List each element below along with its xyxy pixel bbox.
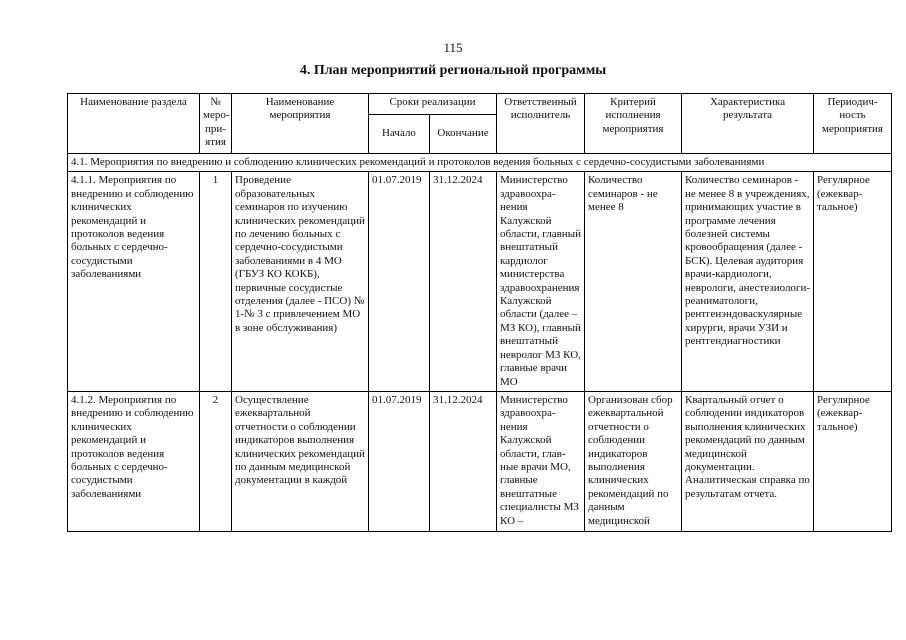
row-end: 31.12.2024 [430, 172, 497, 392]
header-start: Начало [369, 115, 430, 154]
table-row [68, 172, 892, 392]
row-result: Квартальный отчет о соблюдении индикаторов выполнения клинических рекомендаций по данным медицинской документации. Аналитическая справка по результатам отчета. [685, 393, 810, 500]
header-result: Характеристика результата [682, 94, 814, 154]
header-row [68, 94, 892, 115]
row-criterion: Организован сбор ежеквартальной отчетности о соблюдении индикаторов выполнения клинических рекомендаций по данным медицинской [588, 393, 673, 527]
row-section: 4.1.2. Мероприятия по внедрению и соблюдению клинических рекомендаций и протоколов ведения больных с сердечно-сосудистыми заболеваниями [71, 393, 194, 500]
header-criterion: Критерий исполнения мероприятия [585, 94, 682, 154]
row-responsible: Министерство здравоохра-нения Калужской области, главный внештатный кардиолог министерства здравоохранения Калужской области (далее – МЗ КО), главный внештатный невролог МЗ КО, главные врачи МО [497, 172, 585, 392]
row-start: 01.07.2019 [369, 172, 430, 392]
activity-plan-table [67, 93, 892, 532]
section-heading: 4.1. Мероприятия по внедрению и соблюдению клинических рекомендаций и протоколов ведения больных с сердечно-сосудистыми заболеваниями [68, 154, 892, 172]
header-responsible: Ответственный исполнитель [497, 94, 585, 154]
row-criterion: Количество семинаров - не менее 8 [585, 172, 682, 392]
row-activity: Проведение образовательных семинаров по изучению клинических рекомендаций по лечению больных с сердечно-сосудистыми заболеваниями в 4 МО (ГБУЗ КО КОКБ), первичные сосудистые отделения (далее - ПСО) № 1-№ 3 с привлечением МО в зоне обслуживания) [232, 172, 369, 392]
row-activity: Осуществление ежеквартальной отчетности о соблюдении индикаторов выполнения клинических рекомендаций по данным медицинской документации в каждой [235, 393, 365, 487]
header-activity: Наименование мероприятия [232, 94, 369, 154]
document-title: 4. План мероприятий региональной программы [299, 63, 607, 78]
header-end: Окончание [430, 115, 497, 154]
row-end: 31.12.2024 [433, 393, 483, 406]
header-periodicity: Периодич-ность мероприятия [814, 94, 892, 154]
row-start: 01.07.2019 [372, 393, 422, 406]
section-heading-row [68, 154, 892, 172]
header-deadlines: Сроки реализации [369, 94, 497, 115]
page-number: 115 [443, 40, 463, 55]
row-number: 1 [200, 172, 232, 392]
row-section: 4.1.1. Мероприятия по внедрению и соблюдению клинических рекомендаций и протоколов ведения больных с сердечно-сосудистыми заболеваниями [68, 172, 200, 392]
table-row [68, 391, 892, 531]
header-number: № меро-при-ятия [200, 94, 232, 154]
row-result: Количество семинаров - не менее 8 в учреждениях, принимающих участие в программе лечения болезней системы кровообращения (далее - БСК). Целевая аудитория врачи-кардиологи, неврологи, анестезиологи-реаниматологи, рентгенэндоваскулярные хирурги, врачи УЗИ и рентгендиагностики [682, 172, 814, 392]
row-responsible: Министерство здравоохра-нения Калужской области, глав-ные врачи МО, главные внештатные специалисты МЗ КО – [500, 393, 579, 527]
row-periodicity: Регулярное (ежеквар-тальное) [814, 172, 892, 392]
row-number: 2 [212, 393, 219, 406]
row-periodicity: Регулярное (ежеквар-тальное) [817, 393, 870, 433]
header-section: Наименование раздела [68, 94, 200, 154]
